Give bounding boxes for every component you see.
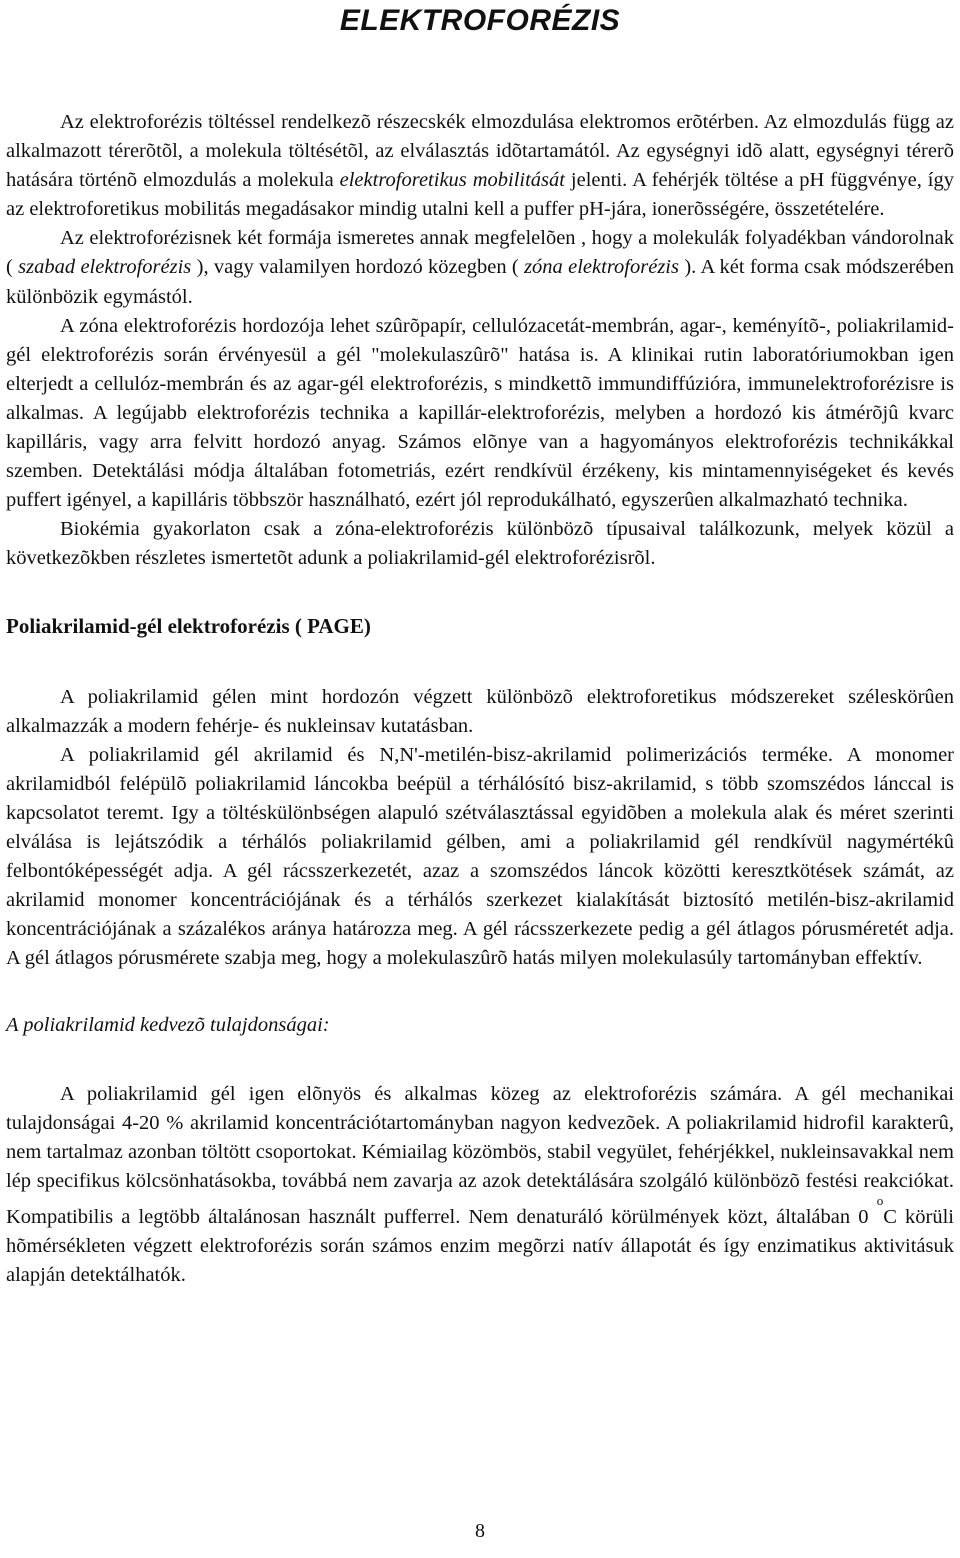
page-paragraph-2: A poliakrilamid gél akrilamid és N,N'-metilén-bisz-akrilamid polimerizációs terméke. A monomer akrilamidból felépülõ poliakrilamid láncokba beépül a térhálósító bisz-akrilamid, s több szomszédos lánccal is kapcsolatot teremt. Igy a töltéskülönbségen alapuló szétválasztással egyidõben a molekula alak és méret szerinti elválása is lejátszódik a térhálós poliakrilamid gélben, ami a poliakrilamid gél rendkívül nagymértékû felbontóképességét adja. A gél rácsszerkezetét, azaz a szomszédos láncok közötti keresztkötések számát, az akrilamid monomer koncentrációjának és a térhálós szerkezet kialakítását biztosító metilén-bisz-akrilamid koncentrációjának a százalékos aránya határozza meg. A gél rácsszerkezete pedig a gél átlagos pórusméretét adja. A gél átlagos pórusmérete szabja meg, hogy a molekulaszûrõ hatás milyen molekulasúly tartományban effektív. [6,743,954,970]
term-zone-electrophoresis: zóna elektroforézis [524,256,679,279]
intro-paragraph-4: Biokémia gyakorlaton csak a zóna-elektroforézis különbözõ típusaival találkozunk, melyek közül a következõkben részletes ismertetõt adunk a poliakrilamid-gél elektroforézisrõl. [6,518,954,570]
intro-paragraph-1 [6,108,954,224]
intro-paragraph-3: A zóna elektroforézis hordozója lehet szûrõpapír, cellulózacetát-membrán, agar-, keményítõ-, poliakrilamid-gél elektroforézis során érvényesül a gél "molekulaszûrõ" hatása is. A klinikai rutin laboratóriumokban igen elterjedt a cellulóz-membrán és az agar-gél elektroforézis, s mindkettõ immundiffúzióra, immunelektroforézisre is alkalmas. A legújabb elektroforézis technika a kapillár-elektroforézis, melyben a hordozó kis átmérõjû kvarc kapilláris, vagy arra felvitt hordozó anyag. Számos elõnye van a hagyományos elektroforézis technikákkal szemben. Detektálási módja általában fotometriás, ezért rendkívül érzékeny, kis mintamennyiségeket és kevés puffert igényel, a kapilláris többször használható, ezért jól reprodukálható, egyszerûen alkalmazható technika. [6,314,954,512]
intro-p2-c: ). A két forma csak módszerében különbözik egymástól. [6,256,955,308]
properties-text-a: A poliakrilamid gél igen elõnyös és alkalmas közeg az elektroforézis számára. A gél mechanikai tulajdonságai 4-20 % akrilamid koncentrációtartományban nagyon kedvezõek. A poliakrilamid hidrofil karakterû, nem tartalmaz azonban töltött csoportokat. Kémiailag közömbös, stabil vegyület, fehérjékkel, nukleinsavakkal nem lép specifikus kölcsönhatásokba, továbbá nem zavarja az azok detektálására szolgáló különbözõ festési reakciókat. Kompatibilis a legtöbb általánosan használt pufferrel. Nem denaturáló körülmények közt, általában 0 [6,1082,954,1228]
document-body [6,108,954,1290]
page-number: 8 [475,1520,485,1542]
term-free-electrophoresis: szabad elektroforézis [18,256,192,279]
section-heading-page: Poliakrilamid-gél elektroforézis ( PAGE) [6,613,371,638]
intro-paragraph-2 [6,224,954,311]
page-paragraph-1: A poliakrilamid gélen mint hordozón végzett különbözõ elektroforetikus módszereket széleskörûen alkalmazzák a modern fehérje- és nukleinsav kutatásban. [6,685,954,737]
term-electrophoretic-mobility: elektroforetikus mobilitását [339,169,565,192]
degree-symbol: o [876,1193,884,1208]
subsection-heading-properties: A poliakrilamid kedvezõ tulajdonságai: [6,1013,330,1036]
intro-p2-b: ), vagy valamilyen hordozó közegben ( [196,256,519,279]
intro-p1-end: jelenti. A fehérjék töltése a pH függvénye, így az elektroforetikus mobilitás megadásakor mindig utalni kell a puffer pH-jára, ionerõsségére, összetételére. [6,169,954,221]
properties-text-b: C körüli hõmérsékleten végzett elektroforézis során számos enzim megõrzi natív állapotát és így enzimatikus aktivitásuk alapján detektálhatók. [6,1205,954,1287]
intro-p2-a: Az elektroforézisnek két formája ismeretes annak megfelelõen , hogy a molekulák folyadékban vándorolnak ( [6,227,954,279]
page-title: ELEKTROFORÉZIS [339,4,621,37]
properties-paragraph [6,1080,954,1290]
intro-p1-text: Az elektroforézis töltéssel rendelkezõ részecskék elmozdulása elektromos erõtérben. Az elmozdulás függ az alkalmazott térerõtõl, a molekula töltésétõl, az elválasztás idõtartamától. Az egységnyi idõ alatt, egységnyi térerõ hatására történõ elmozdulás a molekula [6,111,954,192]
